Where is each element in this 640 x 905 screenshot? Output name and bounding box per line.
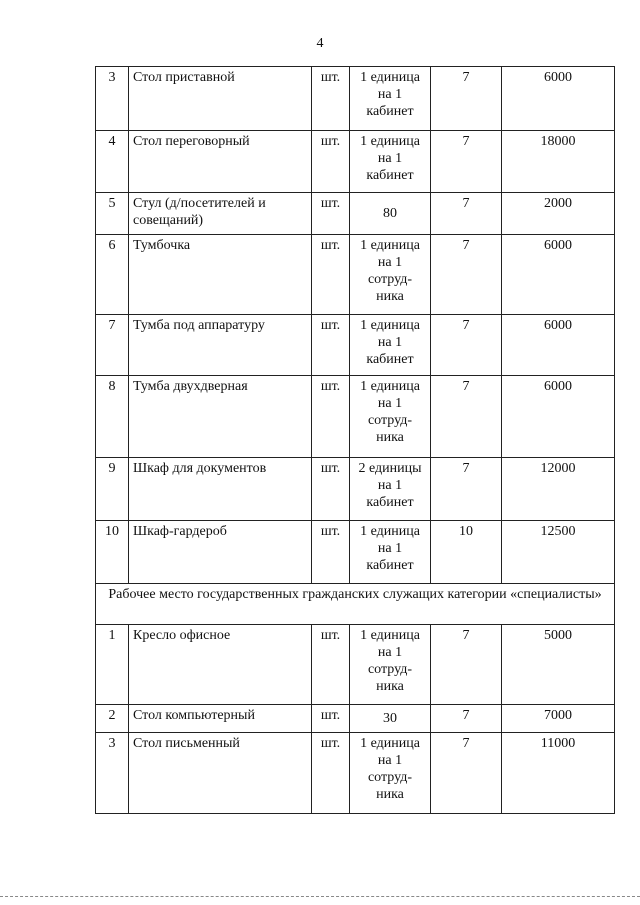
quantity-line: 1 единица — [360, 134, 420, 149]
quantity-line: ника — [376, 430, 404, 445]
quantity-line: 1 единица — [360, 238, 420, 253]
unit-cell: шт. — [312, 193, 350, 235]
quantity-line: 30 — [383, 711, 397, 726]
service-years-cell: 7 — [431, 625, 502, 705]
quantity-line: сотруд- — [367, 272, 413, 287]
price-cell: 18000 — [502, 131, 615, 193]
section-title: Рабочее место государственных гражданских служащих категории «специалисты» — [96, 584, 615, 625]
quantity-line: сотруд- — [367, 413, 413, 428]
furniture-table-body — [96, 67, 615, 814]
quantity-line: 1 единица — [360, 318, 420, 333]
price-cell: 11000 — [502, 733, 615, 814]
item-name: Кресло офисное — [129, 625, 312, 705]
unit-cell: шт. — [312, 315, 350, 376]
furniture-table — [95, 66, 615, 814]
section-header-row — [96, 584, 615, 625]
table-row — [96, 315, 615, 376]
service-years-cell: 7 — [431, 458, 502, 521]
table-row — [96, 235, 615, 315]
price-cell: 6000 — [502, 376, 615, 458]
table-row — [96, 193, 615, 235]
item-name: Стол приставной — [129, 67, 312, 131]
row-number: 5 — [96, 193, 129, 235]
quantity-cell — [350, 625, 431, 705]
table-row — [96, 67, 615, 131]
quantity-line: на 1 — [377, 541, 403, 556]
service-years-cell: 7 — [431, 193, 502, 235]
unit-cell: шт. — [312, 67, 350, 131]
quantity-line: на 1 — [377, 151, 403, 166]
quantity-line: сотруд- — [367, 662, 413, 677]
service-years-cell: 7 — [431, 705, 502, 733]
quantity-cell — [350, 67, 431, 131]
row-number: 10 — [96, 521, 129, 584]
quantity-line: 1 единица — [360, 628, 420, 643]
row-number: 8 — [96, 376, 129, 458]
quantity-line: кабинет — [366, 352, 414, 367]
page-number: 4 — [316, 36, 324, 51]
quantity-line: кабинет — [366, 104, 414, 119]
table-row — [96, 131, 615, 193]
quantity-line: 1 единица — [360, 70, 420, 85]
item-name: Стол компьютерный — [129, 705, 312, 733]
quantity-line: кабинет — [366, 495, 414, 510]
item-name: Стул (д/посетителей и совещаний) — [129, 193, 312, 235]
unit-cell: шт. — [312, 521, 350, 584]
quantity-line: на 1 — [377, 87, 403, 102]
price-cell: 12000 — [502, 458, 615, 521]
row-number: 2 — [96, 705, 129, 733]
unit-cell: шт. — [312, 235, 350, 315]
quantity-cell — [350, 193, 431, 235]
price-cell: 6000 — [502, 67, 615, 131]
row-number: 9 — [96, 458, 129, 521]
item-name: Шкаф-гардероб — [129, 521, 312, 584]
quantity-line: ника — [376, 787, 404, 802]
item-name: Стол письменный — [129, 733, 312, 814]
unit-cell: шт. — [312, 458, 350, 521]
unit-cell: шт. — [312, 733, 350, 814]
row-number: 3 — [96, 733, 129, 814]
service-years-cell: 7 — [431, 235, 502, 315]
unit-cell: шт. — [312, 625, 350, 705]
item-name: Стол переговорный — [129, 131, 312, 193]
quantity-cell — [350, 235, 431, 315]
price-cell: 2000 — [502, 193, 615, 235]
item-name: Тумбочка — [129, 235, 312, 315]
row-number: 3 — [96, 67, 129, 131]
price-cell: 6000 — [502, 235, 615, 315]
item-name: Шкаф для документов — [129, 458, 312, 521]
quantity-line: 2 единицы — [358, 461, 422, 476]
service-years-cell: 7 — [431, 67, 502, 131]
quantity-line: на 1 — [377, 255, 403, 270]
quantity-cell — [350, 458, 431, 521]
quantity-cell — [350, 376, 431, 458]
quantity-line: сотруд- — [367, 770, 413, 785]
table-row — [96, 376, 615, 458]
unit-cell: шт. — [312, 131, 350, 193]
quantity-cell — [350, 131, 431, 193]
service-years-cell: 7 — [431, 376, 502, 458]
quantity-line: ника — [376, 289, 404, 304]
service-years-cell: 7 — [431, 131, 502, 193]
quantity-cell — [350, 705, 431, 733]
table-row — [96, 458, 615, 521]
quantity-line: 80 — [383, 206, 397, 221]
quantity-line: кабинет — [366, 558, 414, 573]
service-years-cell: 7 — [431, 733, 502, 814]
row-number: 7 — [96, 315, 129, 376]
page-bottom-rule — [0, 896, 640, 897]
item-name: Тумба двухдверная — [129, 376, 312, 458]
table-row — [96, 733, 615, 814]
row-number: 1 — [96, 625, 129, 705]
unit-cell: шт. — [312, 705, 350, 733]
quantity-line: на 1 — [377, 478, 403, 493]
item-name: Тумба под аппаратуру — [129, 315, 312, 376]
unit-cell: шт. — [312, 376, 350, 458]
quantity-cell — [350, 521, 431, 584]
quantity-line: ника — [376, 679, 404, 694]
table-row — [96, 625, 615, 705]
row-number: 4 — [96, 131, 129, 193]
quantity-line: на 1 — [377, 396, 403, 411]
service-years-cell: 10 — [431, 521, 502, 584]
price-cell: 6000 — [502, 315, 615, 376]
row-number: 6 — [96, 235, 129, 315]
service-years-cell: 7 — [431, 315, 502, 376]
quantity-line: на 1 — [377, 335, 403, 350]
table-row — [96, 705, 615, 733]
quantity-line: кабинет — [366, 168, 414, 183]
price-cell: 5000 — [502, 625, 615, 705]
price-cell: 12500 — [502, 521, 615, 584]
quantity-cell — [350, 733, 431, 814]
quantity-line: 1 единица — [360, 379, 420, 394]
quantity-line: 1 единица — [360, 524, 420, 539]
price-cell: 7000 — [502, 705, 615, 733]
quantity-line: на 1 — [377, 753, 403, 768]
table-row — [96, 521, 615, 584]
quantity-line: на 1 — [377, 645, 403, 660]
quantity-line: 1 единица — [360, 736, 420, 751]
quantity-cell — [350, 315, 431, 376]
